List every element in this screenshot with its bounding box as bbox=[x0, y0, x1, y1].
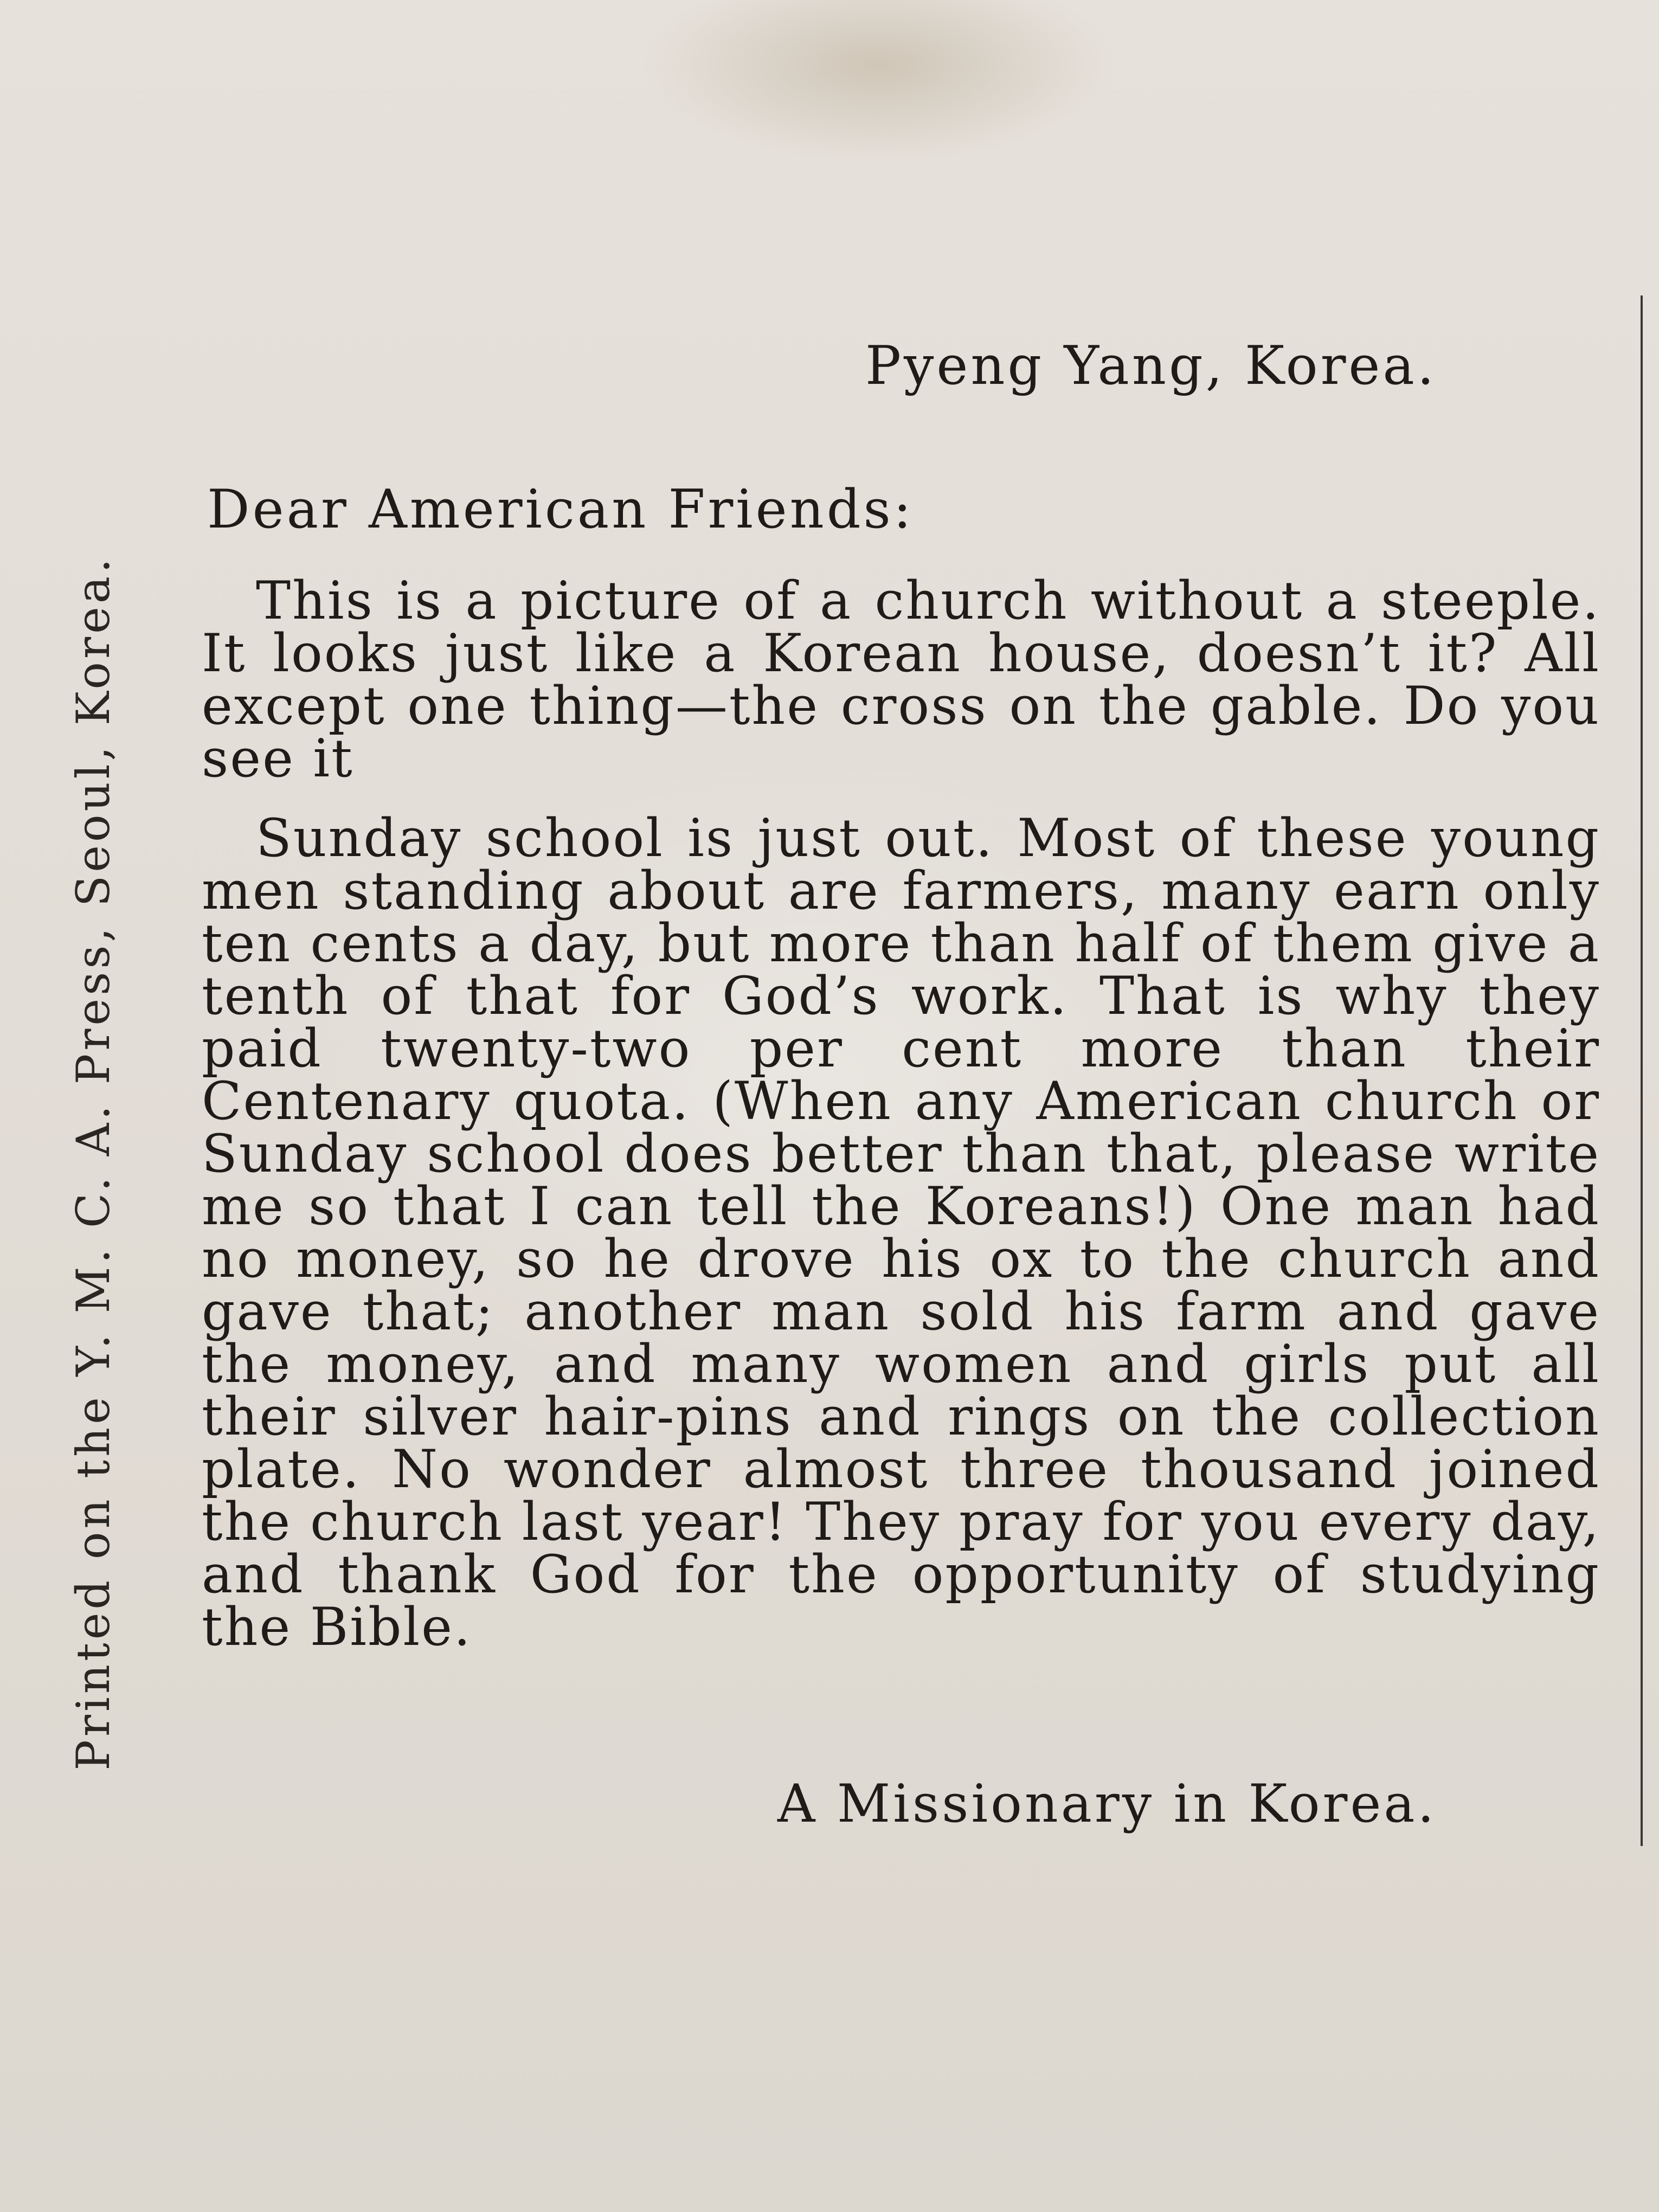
letter-signature: A Missionary in Korea. bbox=[777, 1773, 1437, 1834]
printer-imprint: Printed on the Y. M. C. A. Press, Seoul, Korea. bbox=[67, 555, 120, 1771]
letter-salutation: Dear American Friends: bbox=[207, 479, 914, 541]
divider-line bbox=[1641, 295, 1643, 1846]
letter-paragraph: Sunday school is just out. Most of these young men standing about are farmers, many earn only ten cents a day, but more than half of them give a tenth of that for God’s work. That is why they paid twenty-two per cent more than their Centenary quota. (When any American church or Sunday school does better than that, please write me so that I can tell the Koreans!) One man had no money, so he drove his ox to the church and gave that; another man sold his farm and gave the money, and many women and girls put all their silver hair-pins and rings on the collection plate. No wonder almost three thousand joined the church last year! They pray for you every day, and thank God for the opportunity of studying the Bible. bbox=[202, 808, 1600, 1657]
letter-body bbox=[202, 570, 1600, 1657]
letter-place: Pyeng Yang, Korea. bbox=[865, 335, 1437, 397]
letter-paragraph: This is a picture of a church without a steeple. It looks just like a Korean house, doesn’t it? All except one thing—the cross on the gable. Do you see it bbox=[202, 570, 1600, 789]
